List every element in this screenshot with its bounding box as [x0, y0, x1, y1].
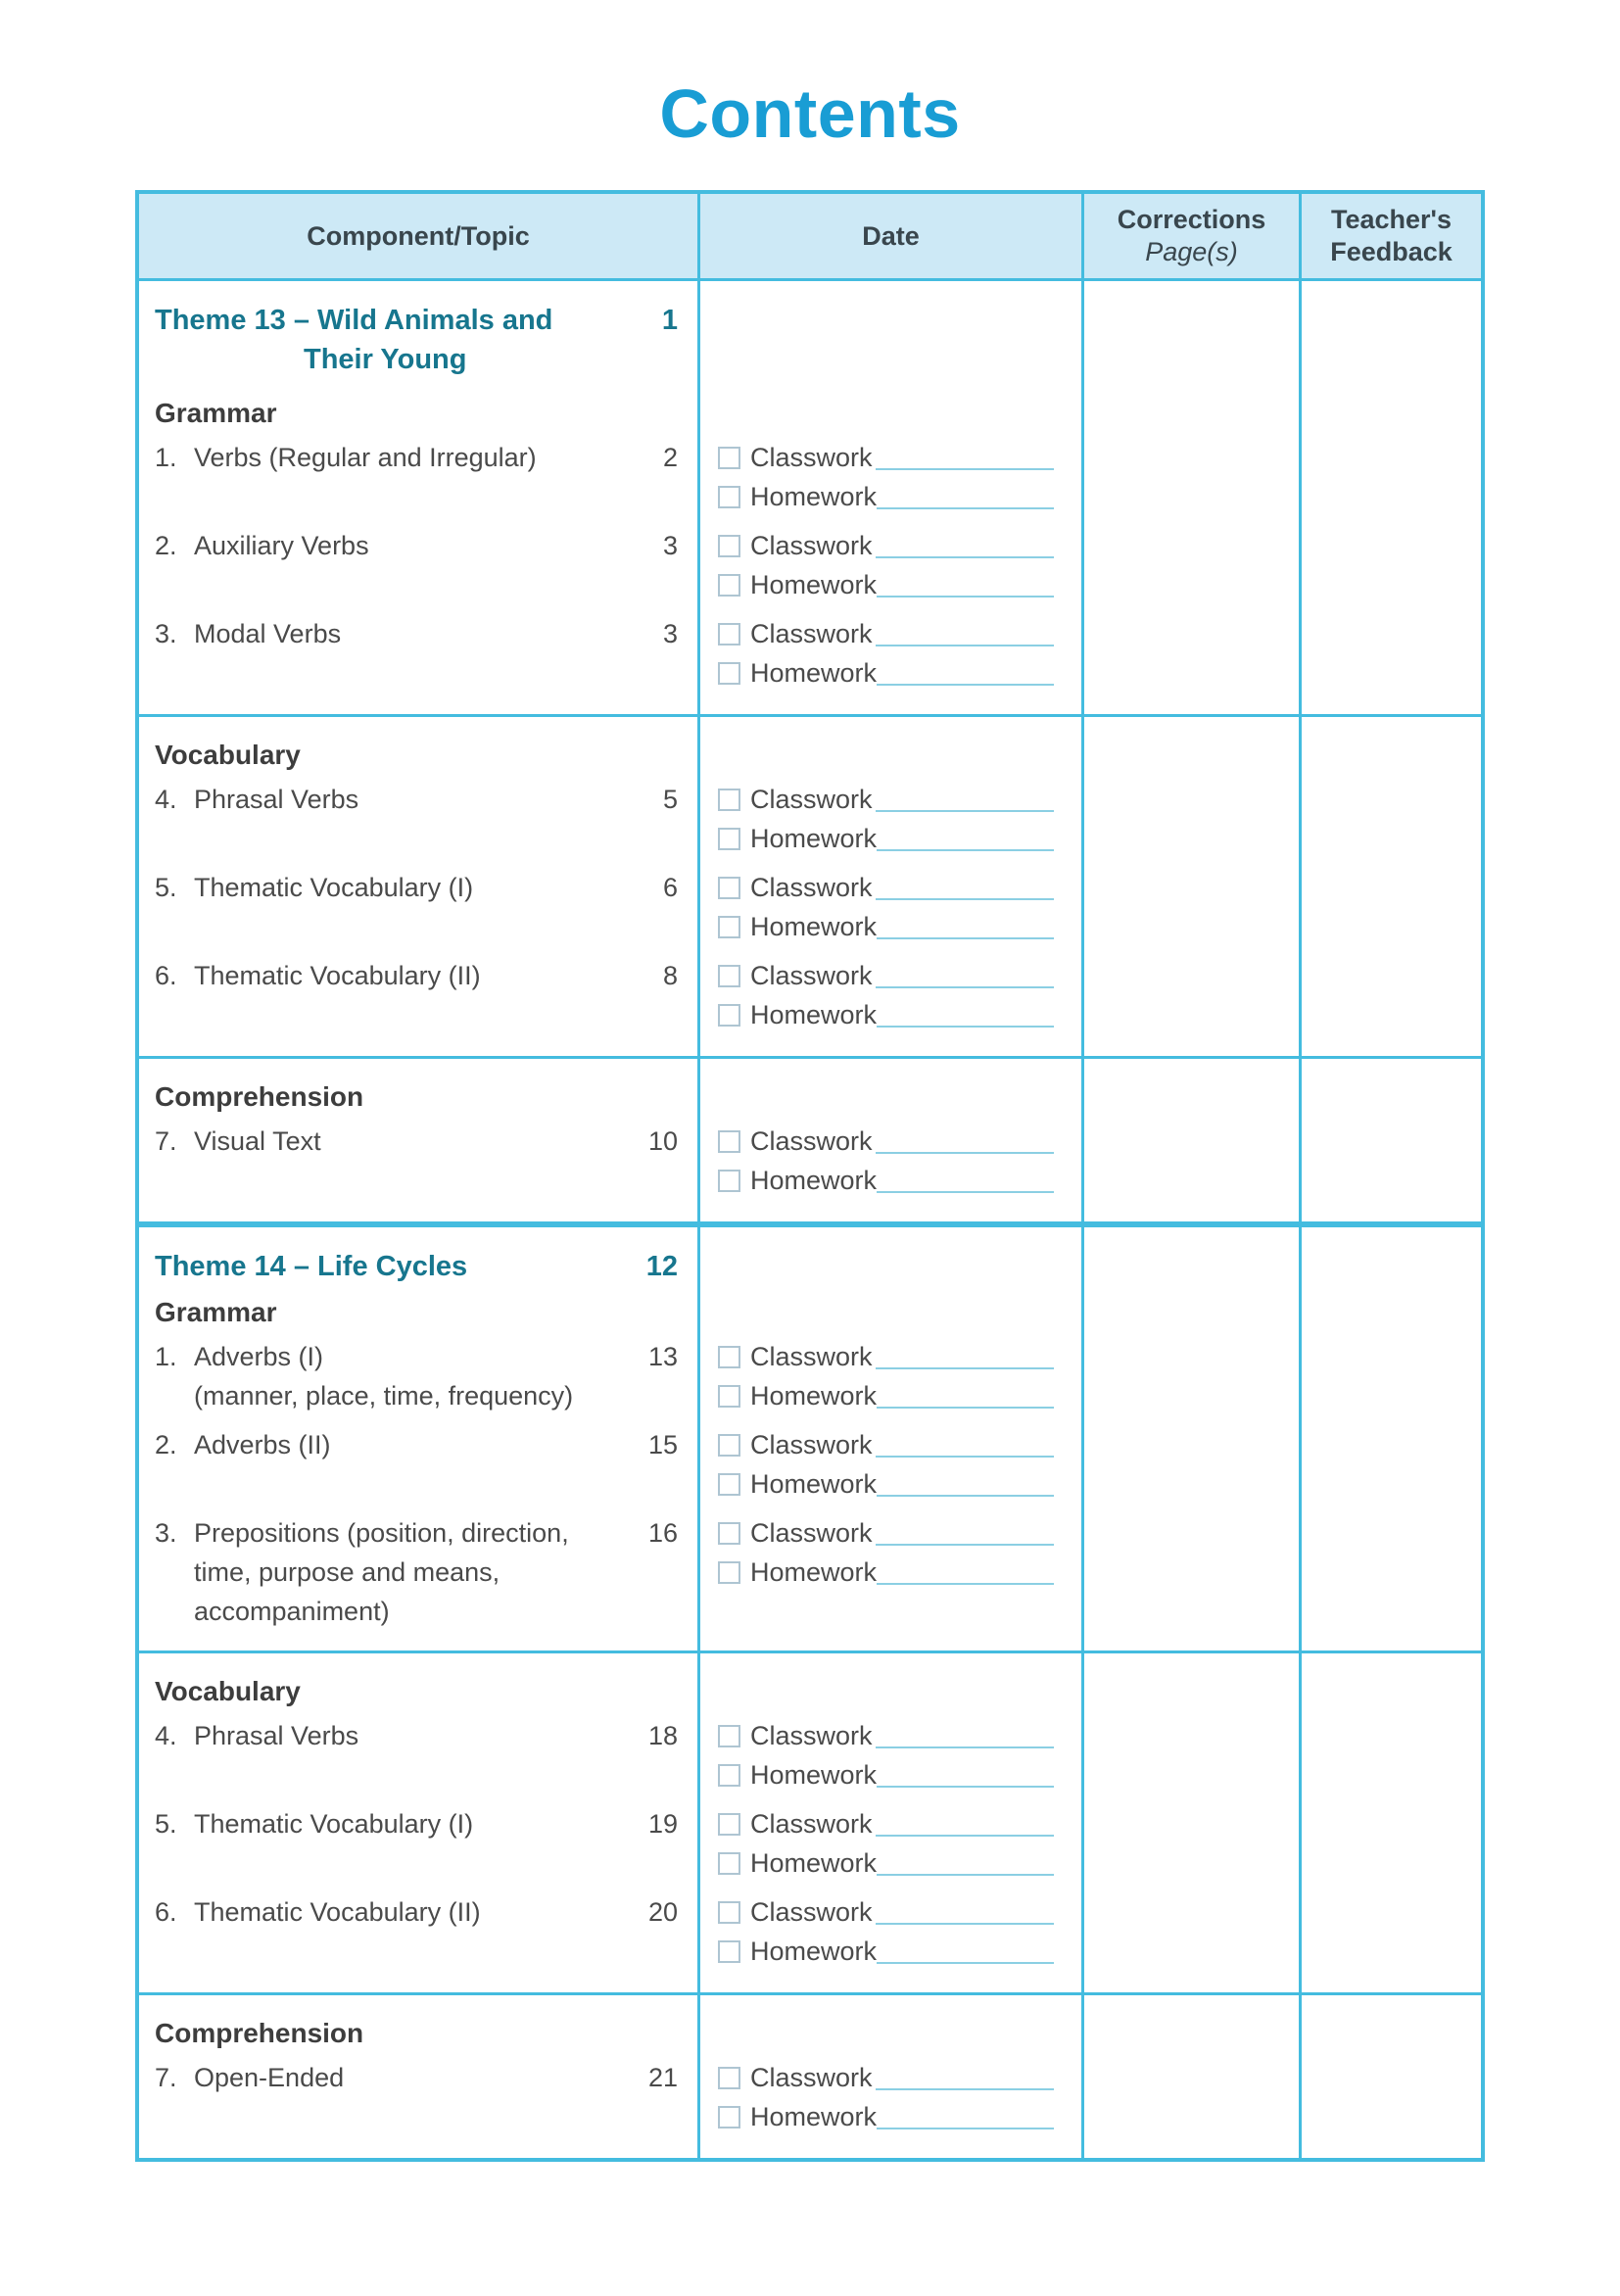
homework-checkbox[interactable]: [718, 1004, 740, 1027]
date-column: [697, 1653, 1081, 1992]
theme-14-heading: [155, 1247, 678, 1286]
toc-item: [155, 1892, 678, 1981]
item-page-number: 3: [662, 531, 678, 560]
homework-label: Homework: [750, 1380, 878, 1411]
header-corrections: Corrections Page(s): [1081, 194, 1299, 278]
homework-row: [718, 995, 1054, 1034]
classwork-date-line[interactable]: [876, 875, 1054, 900]
homework-date-line[interactable]: [877, 826, 1054, 851]
classwork-label: Classwork: [750, 1720, 873, 1750]
section-theme13-grammar: [139, 281, 1481, 714]
homework-date-line[interactable]: [877, 1002, 1054, 1028]
classwork-checkbox[interactable]: [718, 1813, 740, 1836]
item-title: Auxiliary Verbs: [194, 531, 369, 560]
item-title-continuation: (manner, place, time, frequency): [194, 1381, 574, 1411]
vocabulary-heading: Vocabulary: [155, 740, 301, 770]
homework-checkbox[interactable]: [718, 1473, 740, 1496]
section-theme14-grammar: [139, 1221, 1481, 1650]
item-number: 1.: [155, 1342, 177, 1371]
item-number: 2.: [155, 531, 177, 560]
classwork-label: Classwork: [750, 1808, 873, 1839]
date-entry: [718, 2058, 1054, 2146]
homework-checkbox[interactable]: [718, 574, 740, 597]
homework-label: Homework: [750, 481, 878, 511]
section-theme13-comprehension: [139, 1056, 1481, 1221]
homework-date-line[interactable]: [877, 1168, 1054, 1193]
section-theme14-comprehension: [139, 1992, 1481, 2158]
comprehension-heading: Comprehension: [155, 2018, 364, 2048]
homework-row: [718, 1553, 1054, 1592]
homework-checkbox[interactable]: [718, 486, 740, 508]
classwork-date-line[interactable]: [876, 1723, 1054, 1748]
homework-row: [718, 565, 1054, 604]
item-page-number: 16: [647, 1518, 678, 1548]
component-column: [139, 1227, 697, 1650]
classwork-date-line[interactable]: [876, 1344, 1054, 1369]
classwork-checkbox[interactable]: [718, 1901, 740, 1924]
item-title: Modal Verbs: [194, 619, 342, 648]
feedback-cell: [1299, 1653, 1481, 1992]
comprehension-heading: Comprehension: [155, 1081, 364, 1112]
classwork-checkbox[interactable]: [718, 965, 740, 987]
date-column: [697, 1995, 1081, 2158]
header-date: Date: [697, 194, 1081, 278]
date-entry: [718, 956, 1054, 1044]
classwork-row: [718, 868, 1054, 907]
classwork-date-line[interactable]: [876, 445, 1054, 470]
item-page-number: 21: [647, 2063, 678, 2092]
item-number: 3.: [155, 1518, 177, 1548]
homework-date-line[interactable]: [877, 914, 1054, 939]
classwork-date-line[interactable]: [876, 963, 1054, 988]
item-number: 7.: [155, 2063, 177, 2092]
classwork-checkbox[interactable]: [718, 877, 740, 899]
homework-checkbox[interactable]: [718, 1940, 740, 1963]
date-entry: [718, 614, 1054, 702]
item-number: 1.: [155, 443, 177, 472]
classwork-row: [718, 526, 1054, 565]
feedback-cell: [1299, 281, 1481, 714]
homework-row: [718, 907, 1054, 946]
toc-item: [155, 614, 678, 702]
classwork-label: Classwork: [750, 872, 873, 902]
homework-date-line[interactable]: [877, 660, 1054, 686]
homework-label: Homework: [750, 657, 878, 688]
homework-checkbox[interactable]: [718, 1561, 740, 1584]
homework-label: Homework: [750, 911, 878, 941]
classwork-date-line[interactable]: [876, 1128, 1054, 1154]
classwork-row: [718, 1122, 1054, 1161]
classwork-label: Classwork: [750, 1896, 873, 1927]
date-entry: [718, 1425, 1054, 1513]
item-title-continuation: time, purpose and means,: [194, 1557, 500, 1587]
toc-item: [155, 1122, 678, 1210]
item-title: Thematic Vocabulary (I): [194, 1809, 474, 1839]
feedback-cell: [1299, 1059, 1481, 1221]
section-theme13-vocabulary: [139, 714, 1481, 1056]
classwork-label: Classwork: [750, 784, 873, 814]
homework-date-line[interactable]: [877, 2104, 1054, 2129]
classwork-label: Classwork: [750, 960, 873, 990]
item-title: Visual Text: [194, 1126, 321, 1156]
date-entry: [718, 438, 1054, 526]
homework-row: [718, 1843, 1054, 1883]
homework-label: Homework: [750, 1556, 878, 1587]
component-column: [139, 281, 697, 714]
homework-row: [718, 1376, 1054, 1415]
classwork-row: [718, 1513, 1054, 1553]
corrections-cell: [1081, 1227, 1299, 1650]
theme-page-number: 12: [645, 1251, 678, 1282]
item-title: Thematic Vocabulary (II): [194, 1897, 481, 1927]
item-page-number: 13: [647, 1342, 678, 1371]
homework-row: [718, 1161, 1054, 1200]
classwork-checkbox[interactable]: [718, 1130, 740, 1153]
item-page-number: 8: [662, 961, 678, 990]
header-component-topic: Component/Topic: [307, 220, 530, 251]
toc-item: [155, 1804, 678, 1892]
toc-item: [155, 1337, 678, 1425]
item-number: 3.: [155, 619, 177, 648]
homework-date-line[interactable]: [877, 1762, 1054, 1788]
classwork-date-line[interactable]: [876, 787, 1054, 812]
item-title-continuation: accompaniment): [194, 1597, 390, 1626]
grammar-heading: Grammar: [155, 398, 277, 428]
homework-label: Homework: [750, 2101, 878, 2131]
classwork-label: Classwork: [750, 442, 873, 472]
date-entry: [718, 868, 1054, 956]
item-number: 4.: [155, 785, 177, 814]
homework-checkbox[interactable]: [718, 1764, 740, 1787]
classwork-checkbox[interactable]: [718, 1434, 740, 1457]
toc-item: [155, 1425, 678, 1513]
table-header-row: [139, 194, 1481, 281]
component-column: [139, 717, 697, 1056]
homework-row: [718, 1932, 1054, 1971]
classwork-row: [718, 1804, 1054, 1843]
classwork-checkbox[interactable]: [718, 789, 740, 811]
homework-date-line[interactable]: [877, 1938, 1054, 1964]
classwork-row: [718, 1337, 1054, 1376]
item-number: 5.: [155, 1809, 177, 1839]
homework-row: [718, 1464, 1054, 1504]
classwork-label: Classwork: [750, 1341, 873, 1371]
classwork-checkbox[interactable]: [718, 1522, 740, 1545]
toc-item: [155, 2058, 678, 2146]
classwork-checkbox[interactable]: [718, 623, 740, 646]
homework-date-line[interactable]: [877, 1850, 1054, 1876]
classwork-label: Classwork: [750, 1517, 873, 1548]
item-number: 6.: [155, 961, 177, 990]
homework-label: Homework: [750, 999, 878, 1029]
corrections-cell: [1081, 281, 1299, 714]
date-entry: [718, 780, 1054, 868]
toc-item: [155, 780, 678, 868]
classwork-date-line[interactable]: [876, 621, 1054, 646]
classwork-checkbox[interactable]: [718, 1725, 740, 1747]
item-page-number: 5: [662, 785, 678, 814]
homework-label: Homework: [750, 1936, 878, 1966]
homework-checkbox[interactable]: [718, 916, 740, 938]
item-page-number: 3: [662, 619, 678, 648]
item-title: Thematic Vocabulary (I): [194, 873, 474, 902]
date-column: [697, 1227, 1081, 1650]
item-title: Adverbs (I): [194, 1342, 324, 1371]
item-page-number: 2: [662, 443, 678, 472]
theme-13-heading: [155, 301, 678, 379]
vocabulary-heading: Vocabulary: [155, 1676, 301, 1706]
item-number: 4.: [155, 1721, 177, 1750]
corrections-cell: [1081, 1059, 1299, 1221]
corrections-cell: [1081, 1653, 1299, 1992]
theme-title: Theme 14 – Life Cycles: [155, 1251, 468, 1282]
classwork-label: Classwork: [750, 530, 873, 560]
homework-checkbox[interactable]: [718, 1385, 740, 1408]
homework-date-line[interactable]: [877, 1471, 1054, 1497]
theme-title-line2: Their Young: [304, 344, 467, 375]
classwork-row: [718, 1892, 1054, 1932]
toc-item: [155, 1716, 678, 1804]
homework-label: Homework: [750, 569, 878, 599]
homework-date-line[interactable]: [877, 484, 1054, 509]
date-column: [697, 1059, 1081, 1221]
classwork-row: [718, 438, 1054, 477]
homework-checkbox[interactable]: [718, 662, 740, 685]
toc-item: [155, 868, 678, 956]
feedback-cell: [1299, 717, 1481, 1056]
date-entry: [718, 1122, 1054, 1210]
corrections-cell: [1081, 717, 1299, 1056]
homework-date-line[interactable]: [877, 1559, 1054, 1585]
corrections-cell: [1081, 1995, 1299, 2158]
homework-checkbox[interactable]: [718, 1852, 740, 1875]
date-column: [697, 717, 1081, 1056]
item-number: 2.: [155, 1430, 177, 1459]
homework-label: Homework: [750, 1759, 878, 1790]
feedback-cell: [1299, 1995, 1481, 2158]
grammar-heading: Grammar: [155, 1297, 277, 1327]
component-column: [139, 1995, 697, 2158]
item-title: Phrasal Verbs: [194, 1721, 359, 1750]
homework-label: Homework: [750, 1847, 878, 1878]
homework-date-line[interactable]: [877, 1383, 1054, 1409]
item-page-number: 20: [647, 1897, 678, 1927]
classwork-checkbox[interactable]: [718, 1346, 740, 1368]
homework-row: [718, 2097, 1054, 2136]
homework-row: [718, 819, 1054, 858]
theme-page-number: 1: [661, 305, 678, 336]
item-page-number: 18: [647, 1721, 678, 1750]
item-title: Adverbs (II): [194, 1430, 331, 1459]
header-corrections-sub: Page(s): [1145, 237, 1238, 266]
item-title: Thematic Vocabulary (II): [194, 961, 481, 990]
date-entry: [718, 526, 1054, 614]
item-page-number: 19: [647, 1809, 678, 1839]
classwork-label: Classwork: [750, 1125, 873, 1156]
classwork-checkbox[interactable]: [718, 535, 740, 557]
classwork-row: [718, 2058, 1054, 2097]
item-page-number: 6: [662, 873, 678, 902]
homework-row: [718, 477, 1054, 516]
classwork-row: [718, 614, 1054, 653]
item-page-number: 15: [647, 1430, 678, 1459]
toc-item: [155, 956, 678, 1044]
homework-row: [718, 1755, 1054, 1794]
homework-label: Homework: [750, 1468, 878, 1499]
classwork-date-line[interactable]: [876, 533, 1054, 558]
classwork-label: Classwork: [750, 1429, 873, 1459]
component-column: [139, 1059, 697, 1221]
item-number: 7.: [155, 1126, 177, 1156]
toc-item: [155, 526, 678, 614]
page-title: Contents: [659, 75, 961, 152]
classwork-checkbox[interactable]: [718, 2067, 740, 2089]
classwork-checkbox[interactable]: [718, 447, 740, 469]
homework-row: [718, 653, 1054, 693]
classwork-row: [718, 956, 1054, 995]
classwork-row: [718, 780, 1054, 819]
item-title: Phrasal Verbs: [194, 785, 359, 814]
classwork-date-line[interactable]: [876, 1811, 1054, 1837]
classwork-row: [718, 1425, 1054, 1464]
classwork-label: Classwork: [750, 618, 873, 648]
item-title: Verbs (Regular and Irregular): [194, 443, 537, 472]
date-entry: [718, 1337, 1054, 1425]
classwork-date-line[interactable]: [876, 1520, 1054, 1546]
toc-item: [155, 438, 678, 526]
homework-label: Homework: [750, 1165, 878, 1195]
homework-date-line[interactable]: [877, 572, 1054, 598]
homework-label: Homework: [750, 823, 878, 853]
classwork-label: Classwork: [750, 2062, 873, 2092]
homework-checkbox[interactable]: [718, 2106, 740, 2129]
classwork-row: [718, 1716, 1054, 1755]
classwork-date-line[interactable]: [876, 1899, 1054, 1925]
date-column: [697, 281, 1081, 714]
item-number: 5.: [155, 873, 177, 902]
component-column: [139, 1653, 697, 1992]
item-number: 6.: [155, 1897, 177, 1927]
toc-item: [155, 1513, 678, 1639]
header-teachers-feedback: Teacher's Feedback: [1299, 194, 1481, 278]
classwork-date-line[interactable]: [876, 2065, 1054, 2090]
date-entry: [718, 1513, 1054, 1639]
theme-title: Theme 13 – Wild Animals and: [155, 305, 553, 336]
item-title: Prepositions (position, direction,: [194, 1518, 569, 1548]
date-entry: [718, 1892, 1054, 1981]
item-title: Open-Ended: [194, 2063, 345, 2092]
contents-table: [135, 190, 1485, 2162]
classwork-date-line[interactable]: [876, 1432, 1054, 1458]
section-theme14-vocabulary: [139, 1650, 1481, 1992]
homework-checkbox[interactable]: [718, 828, 740, 850]
homework-checkbox[interactable]: [718, 1170, 740, 1192]
feedback-cell: [1299, 1227, 1481, 1650]
date-entry: [718, 1804, 1054, 1892]
date-entry: [718, 1716, 1054, 1804]
item-page-number: 10: [647, 1126, 678, 1156]
